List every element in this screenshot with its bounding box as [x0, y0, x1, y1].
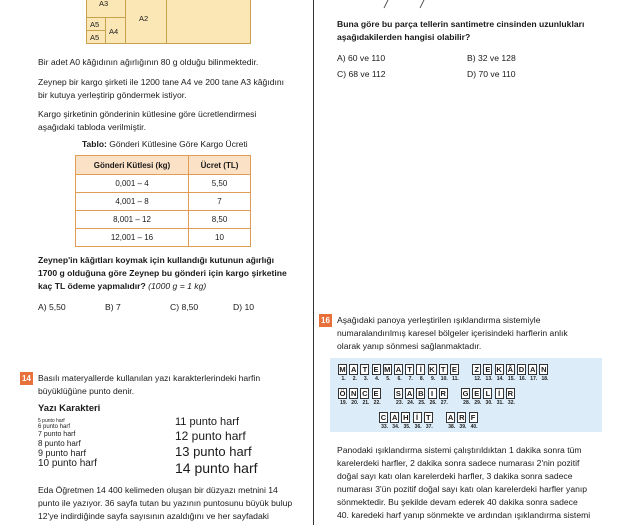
- board-cell-number: 7.: [408, 376, 413, 382]
- table-row: 4,001 – 8 7: [76, 193, 251, 211]
- board-cell-number: 26.: [429, 400, 437, 406]
- board-letter-cell: E: [485, 365, 491, 374]
- board-cell-number: 13.: [485, 376, 493, 382]
- board-letter-cell: K: [496, 365, 502, 374]
- board-letter-cell: E: [474, 389, 480, 398]
- board-cell-number: 12.: [474, 376, 482, 382]
- board-letter-cell: T: [405, 364, 414, 375]
- q16-paragraph-5: sönmektedir. Bu şekilde devam ederek 40 dakika sonra sadece: [337, 497, 578, 507]
- table-row: 12,001 – 16 10: [76, 229, 251, 247]
- board-cell-number: 2.: [352, 376, 357, 382]
- q16-line-1: Aşağıdaki panoya yerleştirilen ışıklandırma sistemiyle: [337, 315, 541, 325]
- board-cell-number: 30.: [485, 400, 493, 406]
- board-letter-cell: A: [447, 413, 454, 422]
- board-letter-cell: Â: [507, 365, 514, 374]
- board-cell-number: 21.: [362, 400, 370, 406]
- wire-figure-fragment: [380, 0, 460, 10]
- board-cell-number: 15.: [507, 376, 515, 382]
- column-divider: [313, 0, 314, 525]
- board-cell-number: [450, 400, 461, 406]
- board-letter-cell: İ: [495, 388, 504, 399]
- board-cell-number: 38.: [448, 424, 456, 430]
- board-letter-cell: R: [440, 389, 446, 398]
- board-cell-number: [383, 400, 394, 406]
- board-letter-cell: T: [360, 364, 369, 375]
- board-letter-cell: A: [406, 389, 413, 398]
- board-cell-number: 33.: [381, 424, 389, 430]
- question-14-badge: 14: [20, 372, 33, 385]
- q14-paragraph-2: punto ile yazıyor. 36 sayfa tutan bu yazının puntosunu büyük bulup: [38, 498, 293, 508]
- board-letter-cell: S: [395, 389, 401, 398]
- board-letter-cell: A: [350, 365, 357, 374]
- board-cell-number: 18.: [541, 376, 549, 382]
- board-letter-cell: M: [384, 365, 391, 374]
- paragraph-zeynep-1: Zeynep bir kargo şirketi ile 1200 tane A4 ve 200 tane A3 kâğıdını: [38, 77, 285, 87]
- board-letter-cell: E: [373, 365, 379, 374]
- option-c[interactable]: C) 8,50: [170, 302, 199, 312]
- board-number-row: [338, 376, 551, 382]
- board-cell-number: 1.: [341, 376, 346, 382]
- board-letter-cell: R: [459, 413, 465, 422]
- board-letter-cell: İ: [416, 364, 425, 375]
- board-letter-cell: L: [483, 388, 492, 399]
- paper-size-diagram: [86, 0, 251, 46]
- board-cell-number: 16.: [519, 376, 527, 382]
- question-line-1: Zeynep'in kâğıtları koymak için kullandığı kutunun ağırlığı: [38, 255, 275, 265]
- option-b-15[interactable]: B) 32 ve 128: [467, 53, 516, 63]
- board-cell-number: 25.: [418, 400, 426, 406]
- board-letter-cell: G: [462, 389, 469, 398]
- q14-line-2: büyüklüğüne punto denir.: [38, 386, 135, 396]
- board-cell-number: 39.: [459, 424, 467, 430]
- table-row: 0,001 – 4 5,50: [76, 175, 251, 193]
- board-cell-number: 40.: [470, 424, 478, 430]
- board-cell-number: 31.: [496, 400, 504, 406]
- board-letter-cell: C: [362, 389, 368, 398]
- board-cell-number: 6.: [397, 376, 402, 382]
- board-letter-row: [338, 388, 517, 399]
- board-letter-cell: İ: [413, 412, 422, 423]
- font-small-list: 5 punto harf 6 punto harf 7 punto harf 8 punto harf 9 punto harf 10 punto harf: [38, 418, 97, 469]
- a3-region: A3: [86, 0, 126, 18]
- board-letter-cell: Z: [472, 364, 481, 375]
- question-line-3: kaç TL ödeme yapmalıdır? (1000 g = 1 kg): [38, 281, 207, 291]
- board-letter-cell: T: [424, 412, 433, 423]
- board-cell-number: 37.: [425, 424, 433, 430]
- option-c-15[interactable]: C) 68 ve 112: [337, 69, 386, 79]
- board-cell-number: 5.: [386, 376, 391, 382]
- board-cell-number: 28.: [463, 400, 471, 406]
- font-title: Yazı Karakteri: [38, 403, 101, 414]
- board-cell-number: 11.: [452, 376, 459, 382]
- cargo-table: [75, 155, 251, 247]
- board-number-row: [338, 400, 517, 406]
- table-header-mass: Gönderi Kütlesi (kg): [76, 156, 189, 175]
- q15-line-2: aşağıdakilerden hangisi olabilir?: [337, 32, 471, 42]
- q14-paragraph-1: Eda Öğretmen 14 400 kelimeden oluşan bir düzyazı metnini 14: [38, 485, 278, 495]
- board-cell-number: 24.: [407, 400, 415, 406]
- board-letter-cell: E: [373, 389, 379, 398]
- q16-paragraph-4: numarası 3'ün pozitif doğal sayı katı olan karelerdeki harfler yanıp: [337, 484, 588, 494]
- option-d-15[interactable]: D) 70 ve 110: [467, 69, 516, 79]
- board-cell-number: 32.: [507, 400, 515, 406]
- board-cell-number: 4.: [375, 376, 380, 382]
- paragraph-cargo-2: aşağıdaki tabloda verilmiştir.: [38, 122, 146, 132]
- q16-line-2: numaralandırılmış karesel bölgeler içerisindeki harflerin anlık: [337, 328, 568, 338]
- board-letter-cell: C: [380, 413, 387, 422]
- board-cell-number: 34.: [392, 424, 400, 430]
- board-cell-number: 10.: [440, 376, 448, 382]
- question-16-badge: 16: [319, 314, 332, 327]
- board-cell-number: 9.: [431, 376, 436, 382]
- option-b[interactable]: B) 7: [105, 302, 121, 312]
- paragraph-zeynep-2: bir kutuya yerleştirip göndermek istiyor.: [38, 90, 187, 100]
- board-cell-number: [461, 376, 472, 382]
- board-cell-number: 29.: [474, 400, 482, 406]
- q14-paragraph-3: 12'ye indirdiğinde sayfa sayısının azaldığını ve her sayfadaki: [38, 511, 269, 521]
- board-letter-cell: H: [403, 413, 409, 422]
- board-cell-number: 3.: [363, 376, 369, 382]
- question-line-2: 1700 g olduğuna göre Zeynep bu gönderi için kargo şirketine: [38, 268, 287, 278]
- option-a-15[interactable]: A) 60 ve 110: [337, 53, 386, 63]
- a2-region: A2: [125, 0, 167, 44]
- board-letter-cell: R: [507, 389, 514, 398]
- board-cell-number: [435, 424, 446, 430]
- board-cell-number: 20.: [351, 400, 359, 406]
- board-cell-number: 22.: [373, 400, 381, 406]
- a4-region: A4: [105, 17, 126, 44]
- a1-region: [166, 0, 251, 44]
- board-cell-number: 36.: [414, 424, 422, 430]
- board-letter-cell: A: [391, 413, 398, 422]
- board-cell-number: 17.: [530, 376, 538, 382]
- board-letter-row: [379, 412, 480, 423]
- board-cell-number: 35.: [403, 424, 411, 430]
- q16-line-3: olarak yanıp sönmesi sağlanmaktadır.: [337, 341, 482, 351]
- board-letter-cell: B: [418, 389, 424, 398]
- table-row: 8,001 – 12 8,50: [76, 211, 251, 229]
- board-number-row: [379, 424, 480, 430]
- board-letter-cell: A: [529, 365, 536, 374]
- board-letter-cell: A: [395, 365, 402, 374]
- table-caption: Tablo: Gönderi Kütlesine Göre Kargo Ücreti: [82, 139, 248, 149]
- board-letter-cell: M: [339, 365, 346, 374]
- q16-paragraph-1: Panodaki ışıklandırma sistemi çalıştırıldıktan 1 dakika sonra tüm: [337, 445, 582, 455]
- board-cell-number: 19.: [340, 400, 348, 406]
- board-letter-row: [338, 364, 551, 375]
- paragraph-a0: Bir adet A0 kâğıdının ağırlığının 80 g olduğu bilinmektedir.: [38, 57, 259, 67]
- table-header-price: Ücret (TL): [189, 156, 251, 175]
- board-letter-cell: E: [451, 365, 457, 374]
- board-letter-cell: K: [429, 365, 435, 374]
- option-d[interactable]: D) 10: [233, 302, 255, 312]
- q16-paragraph-3: doğal sayı katı olan karelerdeki harfler, 3 dakika sonra sadece: [337, 471, 573, 481]
- board-letter-cell: N: [541, 365, 547, 374]
- board-letter-cell: F: [469, 412, 478, 423]
- board-letter-cell: I: [428, 388, 437, 399]
- board-cell-number: 27.: [440, 400, 448, 406]
- q15-line-1: Buna göre bu parça tellerin santimetre cinsinden uzunlukları: [337, 19, 585, 29]
- board-cell-number: 14.: [496, 376, 504, 382]
- option-a[interactable]: A) 5,50: [38, 302, 66, 312]
- board-cell-number: 8.: [419, 376, 424, 382]
- board-letter-cell: T: [439, 364, 448, 375]
- font-large-list: 11 punto harf 12 punto harf 13 punto harf 14 punto harf: [175, 416, 258, 476]
- board-cell-number: 23.: [396, 400, 403, 406]
- a5-region-top: A5: [86, 17, 106, 31]
- board-letter-cell: Ö: [339, 389, 346, 398]
- board-letter-cell: N: [350, 389, 357, 398]
- paragraph-cargo-1: Kargo şirketinin gönderinin kütlesine göre ücretlendirmesi: [38, 109, 257, 119]
- q16-paragraph-6: 40. karedeki harf yanıp sönmekte ve ardından ışıklandırma sistemi: [337, 510, 591, 520]
- q16-paragraph-2: karelerdeki harfler, 2 dakika sonra sadece numarası 2'nin pozitif: [337, 458, 580, 468]
- q14-line-1: Basılı materyallerde kullanılan yazı karakterlerindeki harfin: [38, 373, 261, 383]
- board-letter-cell: D: [518, 365, 525, 374]
- a5-region-bottom: A5: [86, 30, 106, 44]
